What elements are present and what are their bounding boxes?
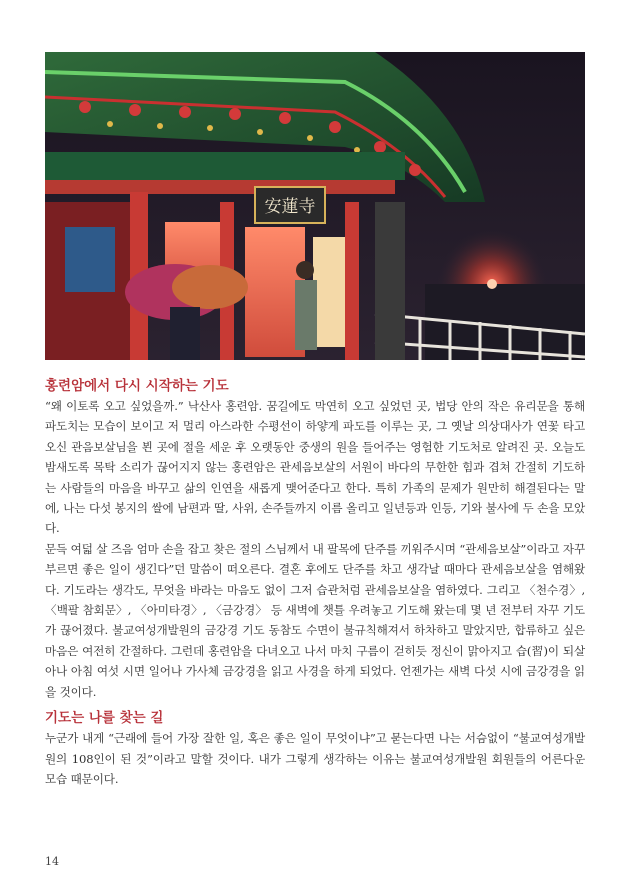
- temple-photo-icon: [45, 52, 585, 360]
- temple-photo: [45, 52, 585, 360]
- paragraph: 누군가 내게 “근래에 들어 가장 잘한 일, 혹은 좋은 일이 무엇이냐”고 묻는다면 나는 서슴없이 “불교여성개발원의 108인이 된 것”이라고 말할 것이다. 내가 그렇게 생각하는 이유는 불교여성개발원 회원들의 어른다운 모습 때문이다.: [45, 731, 585, 786]
- page-number: 14: [45, 855, 59, 868]
- paragraph: 문득 여덟 살 즈음 엄마 손을 잡고 찾은 절의 스님께서 내 팔목에 단주를 끼워주시며 “관세음보살”이라고 자꾸 부르면 좋은 일이 생긴다”던 말씀이 떠오른다. 결혼 후에도 단주를 차고 생각날 때마다 관세음보살을 염해왔다. 기도라는 생각도, 무엇을 바라는 마음도 없이 그저 습관처럼 관세음보살을 염하였다. 그리고 〈천수경〉, 〈백팔 참회문〉, 〈아미타경〉, 〈금강경〉 등 새벽에 챗틀 우려놓고 기도해 왔는데 몇 년 전부터 자꾸 기도가 끊어졌다. 불교여성개발원의 금강경 기도 동참도 수면이 불규칙해져서 하차하고 말았지만, 합류하고 싶은 마음은 여전히 간절하다. 그런데 홍련암을 다녀오고 나서 마치 구름이 걷히듯 정신이 맑아지고 습(習)이 되살아나 아침 여섯 시면 일어나 가사체 금강경을 읽고 사경을 하게 되었다. 언젠가는 새벽 다섯 시에 금강경을 읽을 것이다.: [45, 541, 585, 699]
- paragraph: “왜 이토록 오고 싶었을까.” 낙산사 홍련암. 꿈길에도 막연히 오고 싶었던 곳, 법당 안의 작은 유리문을 통해 파도치는 모습이 보이고 저 멀리 아스라한 수평선이 하얗게 파도를 이루는 곳, 그 옛날 의상대사가 연꽃 타고 오신 관음보살님을 뵌 곳에 절을 세운 후 오랫동안 중생의 원을 들어주는 영험한 기도처로 알려진 곳. 오늘도 밤새도록 목탁 소리가 끊어지지 않는 홍련암은 관세음보살의 서원이 바다의 무한한 힘과 겹쳐 간절히 기도하는 사람들의 마음을 바꾸고 삶의 인연을 새롭게 맺어준다고 한다. 특히 가족의 문제가 원만히 해결된다는 말에, 나는 다섯 봉지의 쌀에 남편과 딸, 사위, 손주들까지 이름 올리고 일년등과 인등, 기와 불사에 두 손을 모았다.: [45, 399, 585, 536]
- section-heading: 기도는 나를 찾는 길: [45, 710, 164, 727]
- signboard-text: 安蓮寺: [264, 197, 316, 217]
- section-heading: 홍련암에서 다시 시작하는 기도: [45, 378, 229, 394]
- article-body: [45, 376, 585, 789]
